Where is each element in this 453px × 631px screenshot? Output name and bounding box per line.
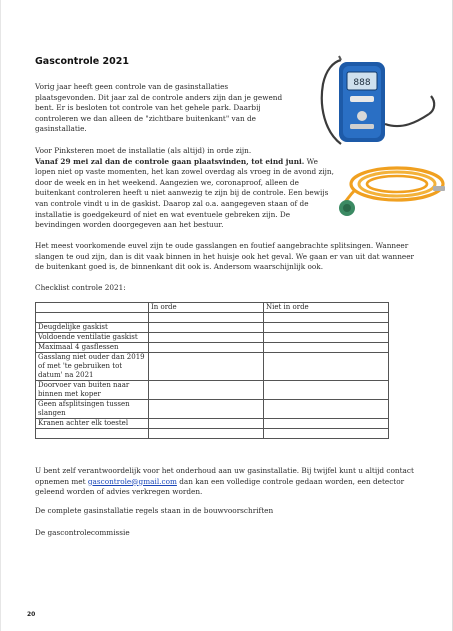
checkbox-cell-not-ok[interactable] xyxy=(264,419,389,429)
rules-paragraph: De complete gasinstallatie regels staan in de bouwvoorschriften xyxy=(35,506,274,515)
checklist-item: Deugdelijke gaskist xyxy=(36,323,149,333)
checkbox-cell-ok[interactable] xyxy=(149,419,264,429)
checklist-item: Geen afsplitsingen tussen slangen xyxy=(36,400,149,419)
checklist-item: Gasslang niet ouder dan 2019 of met 'te gebruiken tot datum' na 2021 xyxy=(36,353,149,381)
checklist-item: Maximaal 4 gasflessen xyxy=(36,343,149,353)
checkbox-cell-ok[interactable] xyxy=(149,323,264,333)
table-header-empty xyxy=(36,303,149,313)
table-row xyxy=(36,429,389,439)
table-row xyxy=(36,353,389,381)
table-row xyxy=(36,400,389,419)
checkbox-cell-not-ok[interactable] xyxy=(264,400,389,419)
svg-text:888: 888 xyxy=(353,78,371,88)
checkbox-cell-ok[interactable] xyxy=(149,353,264,381)
checkbox-cell-not-ok[interactable] xyxy=(264,343,389,353)
checkbox-cell-not-ok[interactable] xyxy=(264,333,389,343)
checklist-item: Voldoende ventilatie gaskist xyxy=(36,333,149,343)
gas-hose-regulator-image xyxy=(335,156,447,220)
checkbox-cell-ok[interactable] xyxy=(149,381,264,400)
intro-paragraph: Vorig jaar heeft geen controle van de gasinstallaties plaatsgevonden. Dit jaar zal de controle anders zijn dan je gewend bent. Er is besloten tot controle van het gehele park. Daarbij controleren we dan alleen de "zichtbare buitenkant" van de gasinstallatie. xyxy=(35,82,283,134)
table-header-in-orde: In orde xyxy=(149,303,264,313)
schedule-paragraph xyxy=(35,146,335,231)
gas-detector-meter-image xyxy=(317,52,439,148)
contact-email-link[interactable]: gascontrole@gmail.com xyxy=(87,476,177,486)
responsibility-paragraph xyxy=(35,466,425,498)
checkbox-cell-not-ok[interactable] xyxy=(264,353,389,381)
checkbox-cell-not-ok[interactable] xyxy=(264,323,389,333)
page-title: Gascontrole 2021 xyxy=(35,56,129,67)
table-header-niet-in-orde: Niet in orde xyxy=(264,303,389,313)
table-row xyxy=(36,313,389,323)
schedule-text-b: We lopen niet op vaste momenten, het kan zowel overdag als vroeg in de avond zijn, door de week en in het weekend. Aangezien we, coronaproof, alleen de buitenkant controleren heeft u niet aanwezig te zijn bij de controle. Een bewijs van controle vindt u in de gaskist. Daarop zal o.a. aangegeven staan of de installatie is goedgekeurd of niet en wat eventuele gebreken zijn. De bevindingen worden doorgegeven aan het bestuur. xyxy=(35,156,334,230)
table-row xyxy=(36,333,389,343)
checklist-table xyxy=(35,302,389,439)
table-row xyxy=(36,419,389,429)
checkbox-cell-not-ok[interactable] xyxy=(264,381,389,400)
schedule-text-a: Voor Pinksteren moet de installatie (als altijd) in orde zijn. xyxy=(35,146,252,155)
checkbox-cell-ok[interactable] xyxy=(149,343,264,353)
table-row xyxy=(36,381,389,400)
signature: De gascontrolecommissie xyxy=(35,528,130,537)
table-header-row xyxy=(36,303,389,313)
checklist-item: Kranen achter elk toestel xyxy=(36,419,149,429)
checklist-item: Doorvoer van buiten naar binnen met koper xyxy=(36,381,149,400)
page-number: 20 xyxy=(27,611,36,618)
checkbox-cell-ok[interactable] xyxy=(149,400,264,419)
checklist-heading: Checklist controle 2021: xyxy=(35,283,126,292)
table-row xyxy=(36,343,389,353)
responsibility-text-a: U bent zelf verantwoordelijk voor het onderhoud aan uw gasinstallatie. Bij twijfel kunt u altijd contact opnemen met xyxy=(35,466,414,486)
responsibility-text-b: dan kan een volledige controle gedaan worden, een detector geleend worden of advies verkregen worden. xyxy=(35,476,405,497)
schedule-date-bold: Vanaf 29 mei zal dan de controle gaan plaatsvinden, tot eind juni. xyxy=(35,156,305,166)
common-issues-paragraph: Het meest voorkomende euvel zijn te oude gasslangen en foutief aangebrachte splitsingen. Wanneer slangen te oud zijn, dan is dit vaak binnen in het huisje ook het geval. We gaan er van uit dat wanneer de buitenkant goed is, de binnenkant dit ook is. Andersom waarschijnlijk ook. xyxy=(35,241,415,272)
table-row xyxy=(36,323,389,333)
checkbox-cell-ok[interactable] xyxy=(149,333,264,343)
